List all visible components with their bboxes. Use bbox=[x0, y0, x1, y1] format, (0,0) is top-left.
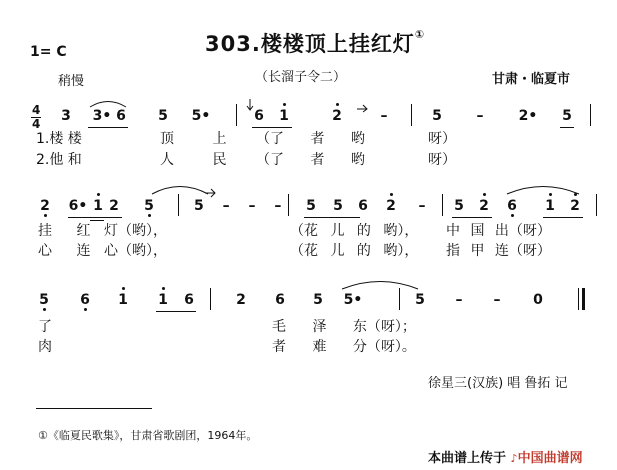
dash: – bbox=[493, 292, 501, 308]
page-title bbox=[205, 28, 425, 58]
lyric-line: 顶 上 bbox=[160, 131, 227, 147]
low-octave-dot bbox=[84, 308, 87, 311]
barline bbox=[236, 104, 237, 126]
underline bbox=[68, 217, 122, 218]
footnote: ①《临夏民歌集》，甘肃省歌剧团，1964年。 bbox=[38, 429, 258, 442]
underline bbox=[560, 127, 574, 128]
slur-arc bbox=[340, 276, 420, 290]
lyric-line: 1.楼 楼 bbox=[36, 131, 82, 147]
note: 1 bbox=[545, 198, 555, 214]
note: 6 bbox=[358, 198, 368, 214]
key-signature: 1= C bbox=[30, 44, 67, 60]
barline bbox=[590, 104, 591, 126]
footnote-rule bbox=[36, 408, 152, 409]
barline bbox=[288, 194, 289, 216]
slur-arc bbox=[88, 96, 128, 108]
note: 5 bbox=[144, 198, 154, 214]
low-octave-dot bbox=[148, 214, 151, 217]
underline bbox=[90, 220, 104, 221]
high-octave-dot bbox=[390, 193, 393, 196]
high-octave-dot bbox=[122, 287, 125, 290]
underline bbox=[304, 217, 360, 218]
note: 1 bbox=[279, 108, 289, 124]
barline bbox=[210, 288, 211, 310]
lyric-line: 2.他 和 bbox=[36, 152, 82, 168]
lyric-line: （了 者 哟 bbox=[256, 131, 365, 147]
lyric-line: 中 国 出（呀） bbox=[446, 223, 551, 239]
note: 5 bbox=[333, 198, 343, 214]
note: 5 bbox=[158, 108, 168, 124]
note: 2 bbox=[386, 198, 396, 214]
dash: – bbox=[476, 108, 484, 124]
note: 1 bbox=[158, 292, 168, 308]
time-signature-top: 4 bbox=[32, 103, 41, 117]
arrow-icon bbox=[356, 103, 370, 113]
note: 1 bbox=[118, 292, 128, 308]
upload-note bbox=[428, 447, 583, 466]
note: 2 bbox=[236, 292, 246, 308]
underline bbox=[156, 311, 196, 312]
final-barline-thick bbox=[582, 288, 585, 310]
note: 6 bbox=[184, 292, 194, 308]
note-held: 5 – – – bbox=[194, 198, 289, 214]
note: 6 bbox=[116, 108, 126, 124]
subtitle: （长溜子令二） bbox=[255, 70, 347, 85]
site-logo-icon: ♪ bbox=[510, 452, 518, 465]
tempo-marking: 稍慢 bbox=[58, 74, 85, 89]
dash: – bbox=[455, 292, 463, 308]
lyric-line: 呀） bbox=[428, 152, 456, 168]
note: 2 bbox=[109, 198, 119, 214]
note: 2 bbox=[40, 198, 50, 214]
note: 5 bbox=[562, 108, 572, 124]
arrow-icon bbox=[204, 188, 218, 198]
note: 2 bbox=[479, 198, 489, 214]
high-octave-dot bbox=[336, 103, 339, 106]
high-octave-dot bbox=[483, 193, 486, 196]
lyric-line: （花 儿 的 哟）， bbox=[290, 243, 419, 259]
note: 5• bbox=[191, 108, 211, 124]
rest: 0 bbox=[533, 292, 543, 308]
credits: 徐星三(汉族) 唱 鲁拓 记 bbox=[428, 376, 568, 391]
grace-arrow-icon bbox=[245, 98, 255, 112]
underline bbox=[88, 127, 128, 128]
lyric-line: 灯（哟）， bbox=[104, 223, 167, 239]
note: 2• bbox=[518, 108, 538, 124]
low-octave-dot bbox=[511, 214, 514, 217]
note: 5 bbox=[415, 292, 425, 308]
title-text: 303.楼楼顶上挂红灯 bbox=[205, 32, 415, 56]
note: 6• bbox=[68, 198, 88, 214]
note: 5 bbox=[432, 108, 442, 124]
barline bbox=[596, 194, 597, 216]
dash: – bbox=[380, 108, 388, 124]
note: 5 bbox=[306, 198, 316, 214]
lyric-line: （了 者 哟 bbox=[256, 152, 365, 168]
region-label: 甘肃・临夏市 bbox=[492, 72, 571, 87]
lyric-line: 毛 泽 东（呀）； bbox=[272, 319, 416, 335]
lyric-line: 肉 bbox=[38, 339, 52, 355]
dash: – bbox=[418, 198, 426, 214]
note: 6 bbox=[254, 108, 264, 124]
title-footnote-mark: ① bbox=[414, 28, 426, 41]
time-signature-bottom: 4 bbox=[32, 117, 41, 131]
high-octave-dot bbox=[97, 193, 100, 196]
slur-arc bbox=[150, 181, 210, 195]
site-name[interactable]: 中国曲谱网 bbox=[517, 451, 583, 466]
underline bbox=[543, 217, 583, 218]
note: 1 bbox=[93, 198, 103, 214]
note: 6 bbox=[507, 198, 517, 214]
lyric-line: 心（哟）， bbox=[104, 243, 167, 259]
note: 5 bbox=[39, 292, 49, 308]
lyric-line: 挂 红 bbox=[38, 223, 91, 239]
low-octave-dot bbox=[43, 308, 46, 311]
slur-arc bbox=[505, 181, 581, 195]
note: 6 bbox=[80, 292, 90, 308]
note: 6 bbox=[275, 292, 285, 308]
lyric-line: （花 儿 的 哟）， bbox=[290, 223, 419, 239]
note: 3• bbox=[92, 108, 112, 124]
barline bbox=[411, 104, 412, 126]
note: 2 bbox=[332, 108, 342, 124]
low-octave-dot bbox=[44, 214, 47, 217]
note: 5 bbox=[313, 292, 323, 308]
note: 5• bbox=[343, 292, 363, 308]
barline bbox=[399, 288, 400, 310]
barline bbox=[442, 194, 443, 216]
final-barline-thin bbox=[578, 288, 579, 310]
upload-note-text: 本曲谱上传于 bbox=[428, 451, 507, 466]
note: 5 bbox=[454, 198, 464, 214]
note: 2 bbox=[570, 198, 580, 214]
note: 3 bbox=[61, 108, 71, 124]
barline bbox=[178, 194, 179, 216]
lyric-line: 指 甲 连（呀） bbox=[446, 243, 551, 259]
lyric-line: 心 连 bbox=[38, 243, 91, 259]
lyric-line: 了 bbox=[38, 319, 52, 335]
lyric-line: 者 难 分（呀）。 bbox=[272, 339, 416, 355]
lyric-line: 呀） bbox=[428, 131, 456, 147]
underline bbox=[452, 217, 492, 218]
high-octave-dot bbox=[162, 287, 165, 290]
lyric-line: 人 民 bbox=[160, 152, 227, 168]
high-octave-dot bbox=[283, 103, 286, 106]
